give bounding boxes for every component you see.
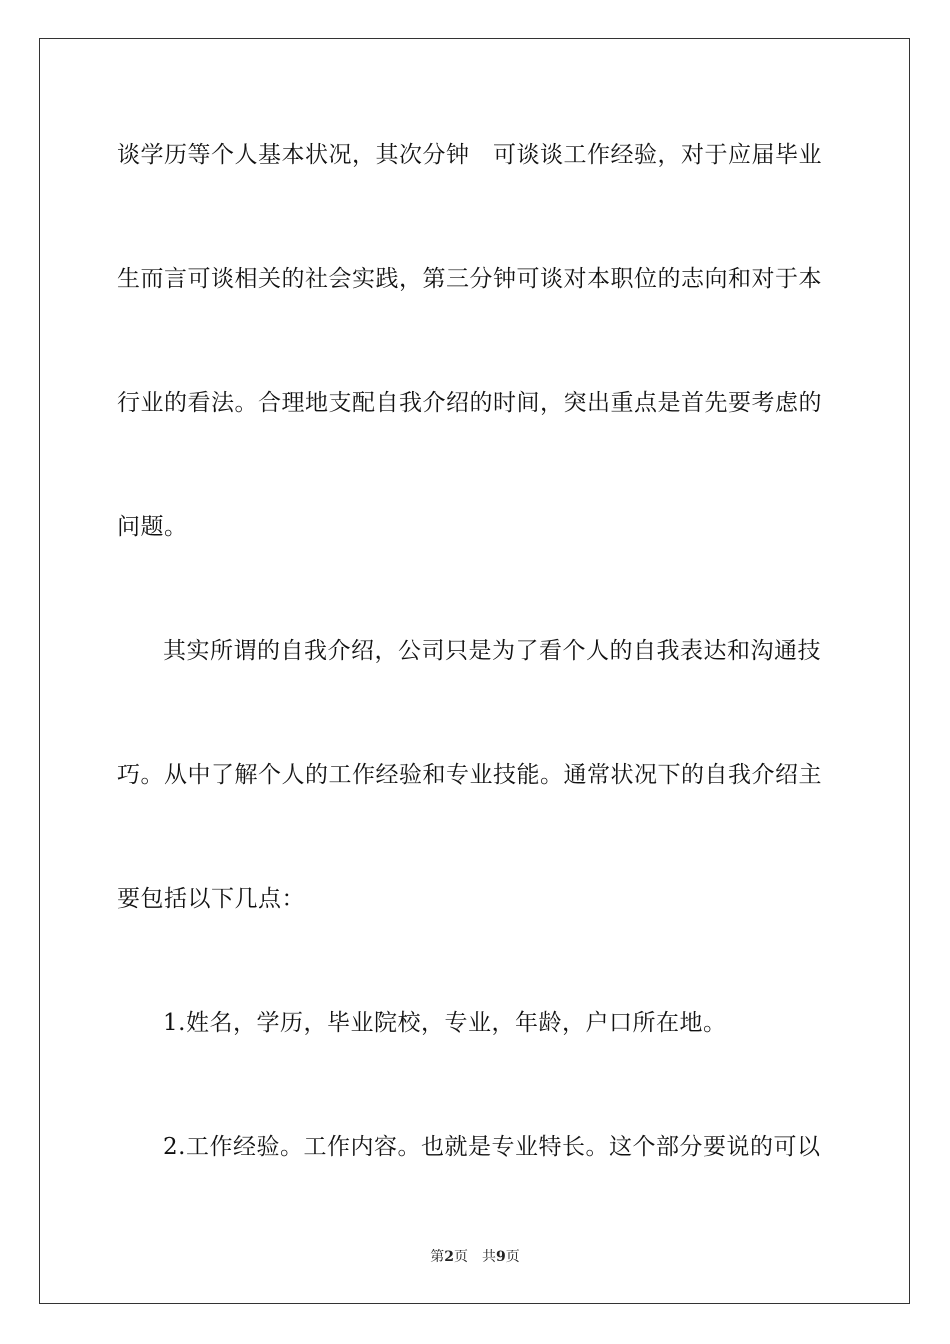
page-mid: 页 共	[454, 1249, 496, 1265]
text-line: 巧。从中了解个人的工作经验和专业技能。通常状况下的自我介绍主	[117, 762, 822, 788]
text-line: 其实所谓的自我介绍，公司只是为了看个人的自我表达和沟通技	[163, 638, 821, 664]
page-total: 9	[496, 1249, 506, 1265]
text-line: 行业的看法。合理地支配自我介绍的时间，突出重点是首先要考虑的	[117, 390, 822, 416]
document-body	[117, 123, 835, 1239]
page-suffix: 页	[505, 1249, 520, 1265]
page-footer	[0, 1246, 950, 1266]
text-line: 要包括以下几点：	[117, 886, 305, 912]
page-current: 2	[444, 1249, 454, 1265]
list-item: 2.工作经验。工作内容。也就是专业特长。这个部分要说的可以	[163, 1134, 821, 1160]
text-line: 谈学历等个人基本状况，其次分钟 可谈谈工作经验，对于应届毕业	[117, 142, 822, 168]
text-line: 生而言可谈相关的社会实践，第三分钟可谈对本职位的志向和对于本	[117, 266, 822, 292]
list-item: 1.姓名，学历，毕业院校，专业，年龄，户口所在地。	[163, 1010, 727, 1036]
page-prefix: 第	[430, 1249, 445, 1265]
text-line: 问题。	[117, 514, 188, 540]
